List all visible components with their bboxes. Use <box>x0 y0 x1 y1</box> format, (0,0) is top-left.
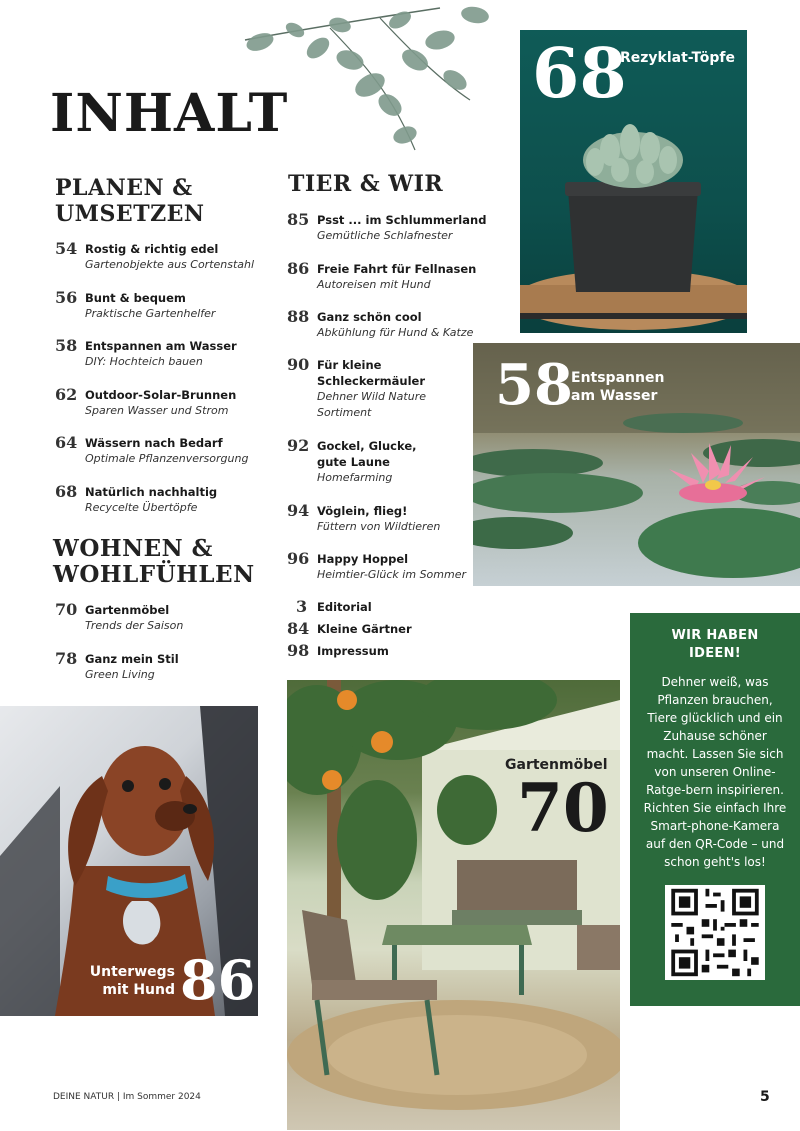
page-number: 84 <box>287 619 310 638</box>
entry-subtitle: Heimtier-Glück im Sommer <box>317 568 467 581</box>
photo-page-number: 58 <box>495 352 573 418</box>
entry-title: Natürlich nachhaltig <box>85 485 218 499</box>
entry-subtitle: Gemütliche Schlafnester <box>317 229 453 242</box>
toc-entry[interactable] <box>55 241 255 273</box>
photo-entspannen-am-wasser[interactable] <box>473 343 800 586</box>
toc-entry[interactable] <box>287 621 487 637</box>
section-heading-line: UMSETZEN <box>55 201 205 227</box>
photo-label: Gartenmöbel <box>505 757 608 773</box>
toc-entry[interactable] <box>287 551 487 583</box>
garden-furniture-illustration <box>287 680 620 1130</box>
toc-entry[interactable] <box>287 357 487 421</box>
entry-subtitle: Trends der Saison <box>85 619 184 632</box>
promo-box <box>630 613 800 1006</box>
photo-label-line: mit Hund <box>102 982 175 998</box>
entry-subtitle: Green Living <box>85 668 155 681</box>
photo-label <box>571 369 664 405</box>
page-number: 56 <box>55 288 78 307</box>
page-number: 64 <box>55 433 78 452</box>
page-number: 96 <box>287 549 310 568</box>
entry-subtitle: Sparen Wasser und Strom <box>85 404 229 417</box>
section-heading-tier: TIER & WIR <box>288 171 444 197</box>
entry-title: Ganz mein Stil <box>85 652 179 666</box>
photo-label-line: Entspannen <box>571 370 665 386</box>
toc-entry[interactable] <box>55 484 255 516</box>
entry-subtitle: Gartenobjekte aus Cortenstahl <box>85 258 255 271</box>
qr-code[interactable] <box>665 885 765 980</box>
entry-subtitle: Optimale Pflanzenversorgung <box>85 452 249 465</box>
entry-title: Psst ... im Schlummerland <box>317 213 487 227</box>
page-number: 58 <box>55 336 78 355</box>
entry-title: Editorial <box>317 600 372 614</box>
photo-page-number: 86 <box>180 948 256 1012</box>
toc-entry[interactable] <box>287 309 487 341</box>
page-number: 70 <box>55 600 78 619</box>
entry-title: Schleckermäuler <box>317 374 425 388</box>
photo-label: Rezyklat-Töpfe <box>620 50 736 66</box>
entry-title: Entspannen am Wasser <box>85 339 237 353</box>
entry-subtitle: Homefarming <box>317 471 393 484</box>
qr-code-icon <box>665 885 765 980</box>
toc-entry[interactable] <box>287 599 487 615</box>
entry-title: Vöglein, flieg! <box>317 504 408 518</box>
toc-entry[interactable] <box>287 438 487 486</box>
entry-subtitle: Praktische Gartenhelfer <box>85 307 216 320</box>
entry-subtitle: Füttern von Wildtieren <box>317 520 441 533</box>
page-number: 3 <box>296 597 308 616</box>
photo-page-number: 70 <box>517 769 609 847</box>
page-number: 92 <box>287 436 310 455</box>
entry-title: Ganz schön cool <box>317 310 422 324</box>
entry-subtitle: Sortiment <box>317 406 372 419</box>
section-heading-line: PLANEN & <box>55 175 193 201</box>
entry-subtitle: Abkühlung für Hund & Katze <box>317 326 474 339</box>
entry-subtitle: Recycelte Übertöpfe <box>85 501 198 514</box>
entry-title: gute Laune <box>317 455 390 469</box>
photo-page-number: 68 <box>532 34 627 114</box>
photo-gartenmoebel[interactable] <box>287 680 620 1130</box>
entry-subtitle: Autoreisen mit Hund <box>317 278 431 291</box>
entry-title: Wässern nach Bedarf <box>85 436 223 450</box>
page-number: 62 <box>55 385 78 404</box>
footer-text: DEINE NATUR | Im Sommer 2024 <box>53 1092 201 1102</box>
photo-label-line: am Wasser <box>571 388 658 404</box>
page-title: INHALT <box>50 83 289 144</box>
photo-unterwegs-mit-hund[interactable] <box>0 706 258 1016</box>
toc-entry[interactable] <box>55 290 255 322</box>
toc-entry[interactable] <box>287 503 487 535</box>
promo-text: Dehner weiß, was Pflanzen brauchen, Tiere glücklich und ein Zuhause schöner macht. Lassen Sie sich von unseren Online-Ratge-bern inspirieren. Richten Sie einfach Ihre Smart-phone-Kamera auf den QR-Code – und schon geht's los! <box>643 675 787 869</box>
entry-title: Freie Fahrt für Fellnasen <box>317 262 477 276</box>
entry-title: Für kleine <box>317 358 382 372</box>
photo-rezyklat-toepfe[interactable] <box>520 30 747 333</box>
entry-title: Gockel, Glucke, <box>317 439 417 453</box>
toc-entry[interactable] <box>287 261 487 293</box>
promo-heading-line: WIR HABEN <box>671 628 759 643</box>
toc-entry[interactable] <box>55 338 255 370</box>
page-number: 88 <box>287 307 310 326</box>
entry-title: Kleine Gärtner <box>317 622 412 636</box>
toc-entry[interactable] <box>55 651 255 683</box>
entry-subtitle: DIY: Hochteich bauen <box>85 355 203 368</box>
entry-title: Happy Hoppel <box>317 552 409 566</box>
photo-label <box>85 963 175 999</box>
page-number-footer: 5 <box>760 1089 770 1105</box>
page-number: 68 <box>55 482 78 501</box>
entry-title: Outdoor-Solar-Brunnen <box>85 388 237 402</box>
entry-subtitle: Dehner Wild Nature <box>317 390 426 403</box>
page-number: 78 <box>55 649 78 668</box>
toc-entry[interactable] <box>55 387 255 419</box>
entry-title: Gartenmöbel <box>85 603 170 617</box>
page-number: 94 <box>287 501 310 520</box>
section-heading-line: WOHNEN & <box>53 535 213 562</box>
section-heading-line: WOHLFÜHLEN <box>53 561 255 588</box>
section-heading-wohnen <box>53 536 255 588</box>
toc-entry[interactable] <box>55 435 255 467</box>
promo-heading-line: IDEEN! <box>689 646 741 661</box>
entry-title: Rostig & richtig edel <box>85 242 219 256</box>
photo-label-line: Unterwegs <box>89 964 175 980</box>
page-number: 86 <box>287 259 310 278</box>
toc-entry[interactable] <box>287 643 487 659</box>
promo-heading <box>630 627 800 663</box>
page-number: 90 <box>287 355 310 374</box>
entry-title: Bunt & bequem <box>85 291 186 305</box>
page-number: 85 <box>287 210 310 229</box>
toc-entry[interactable] <box>55 602 255 634</box>
toc-entry[interactable] <box>287 212 487 244</box>
entry-title: Impressum <box>317 644 389 658</box>
page-number: 98 <box>287 641 310 660</box>
section-heading-planen <box>55 175 205 227</box>
page-number: 54 <box>55 239 78 258</box>
